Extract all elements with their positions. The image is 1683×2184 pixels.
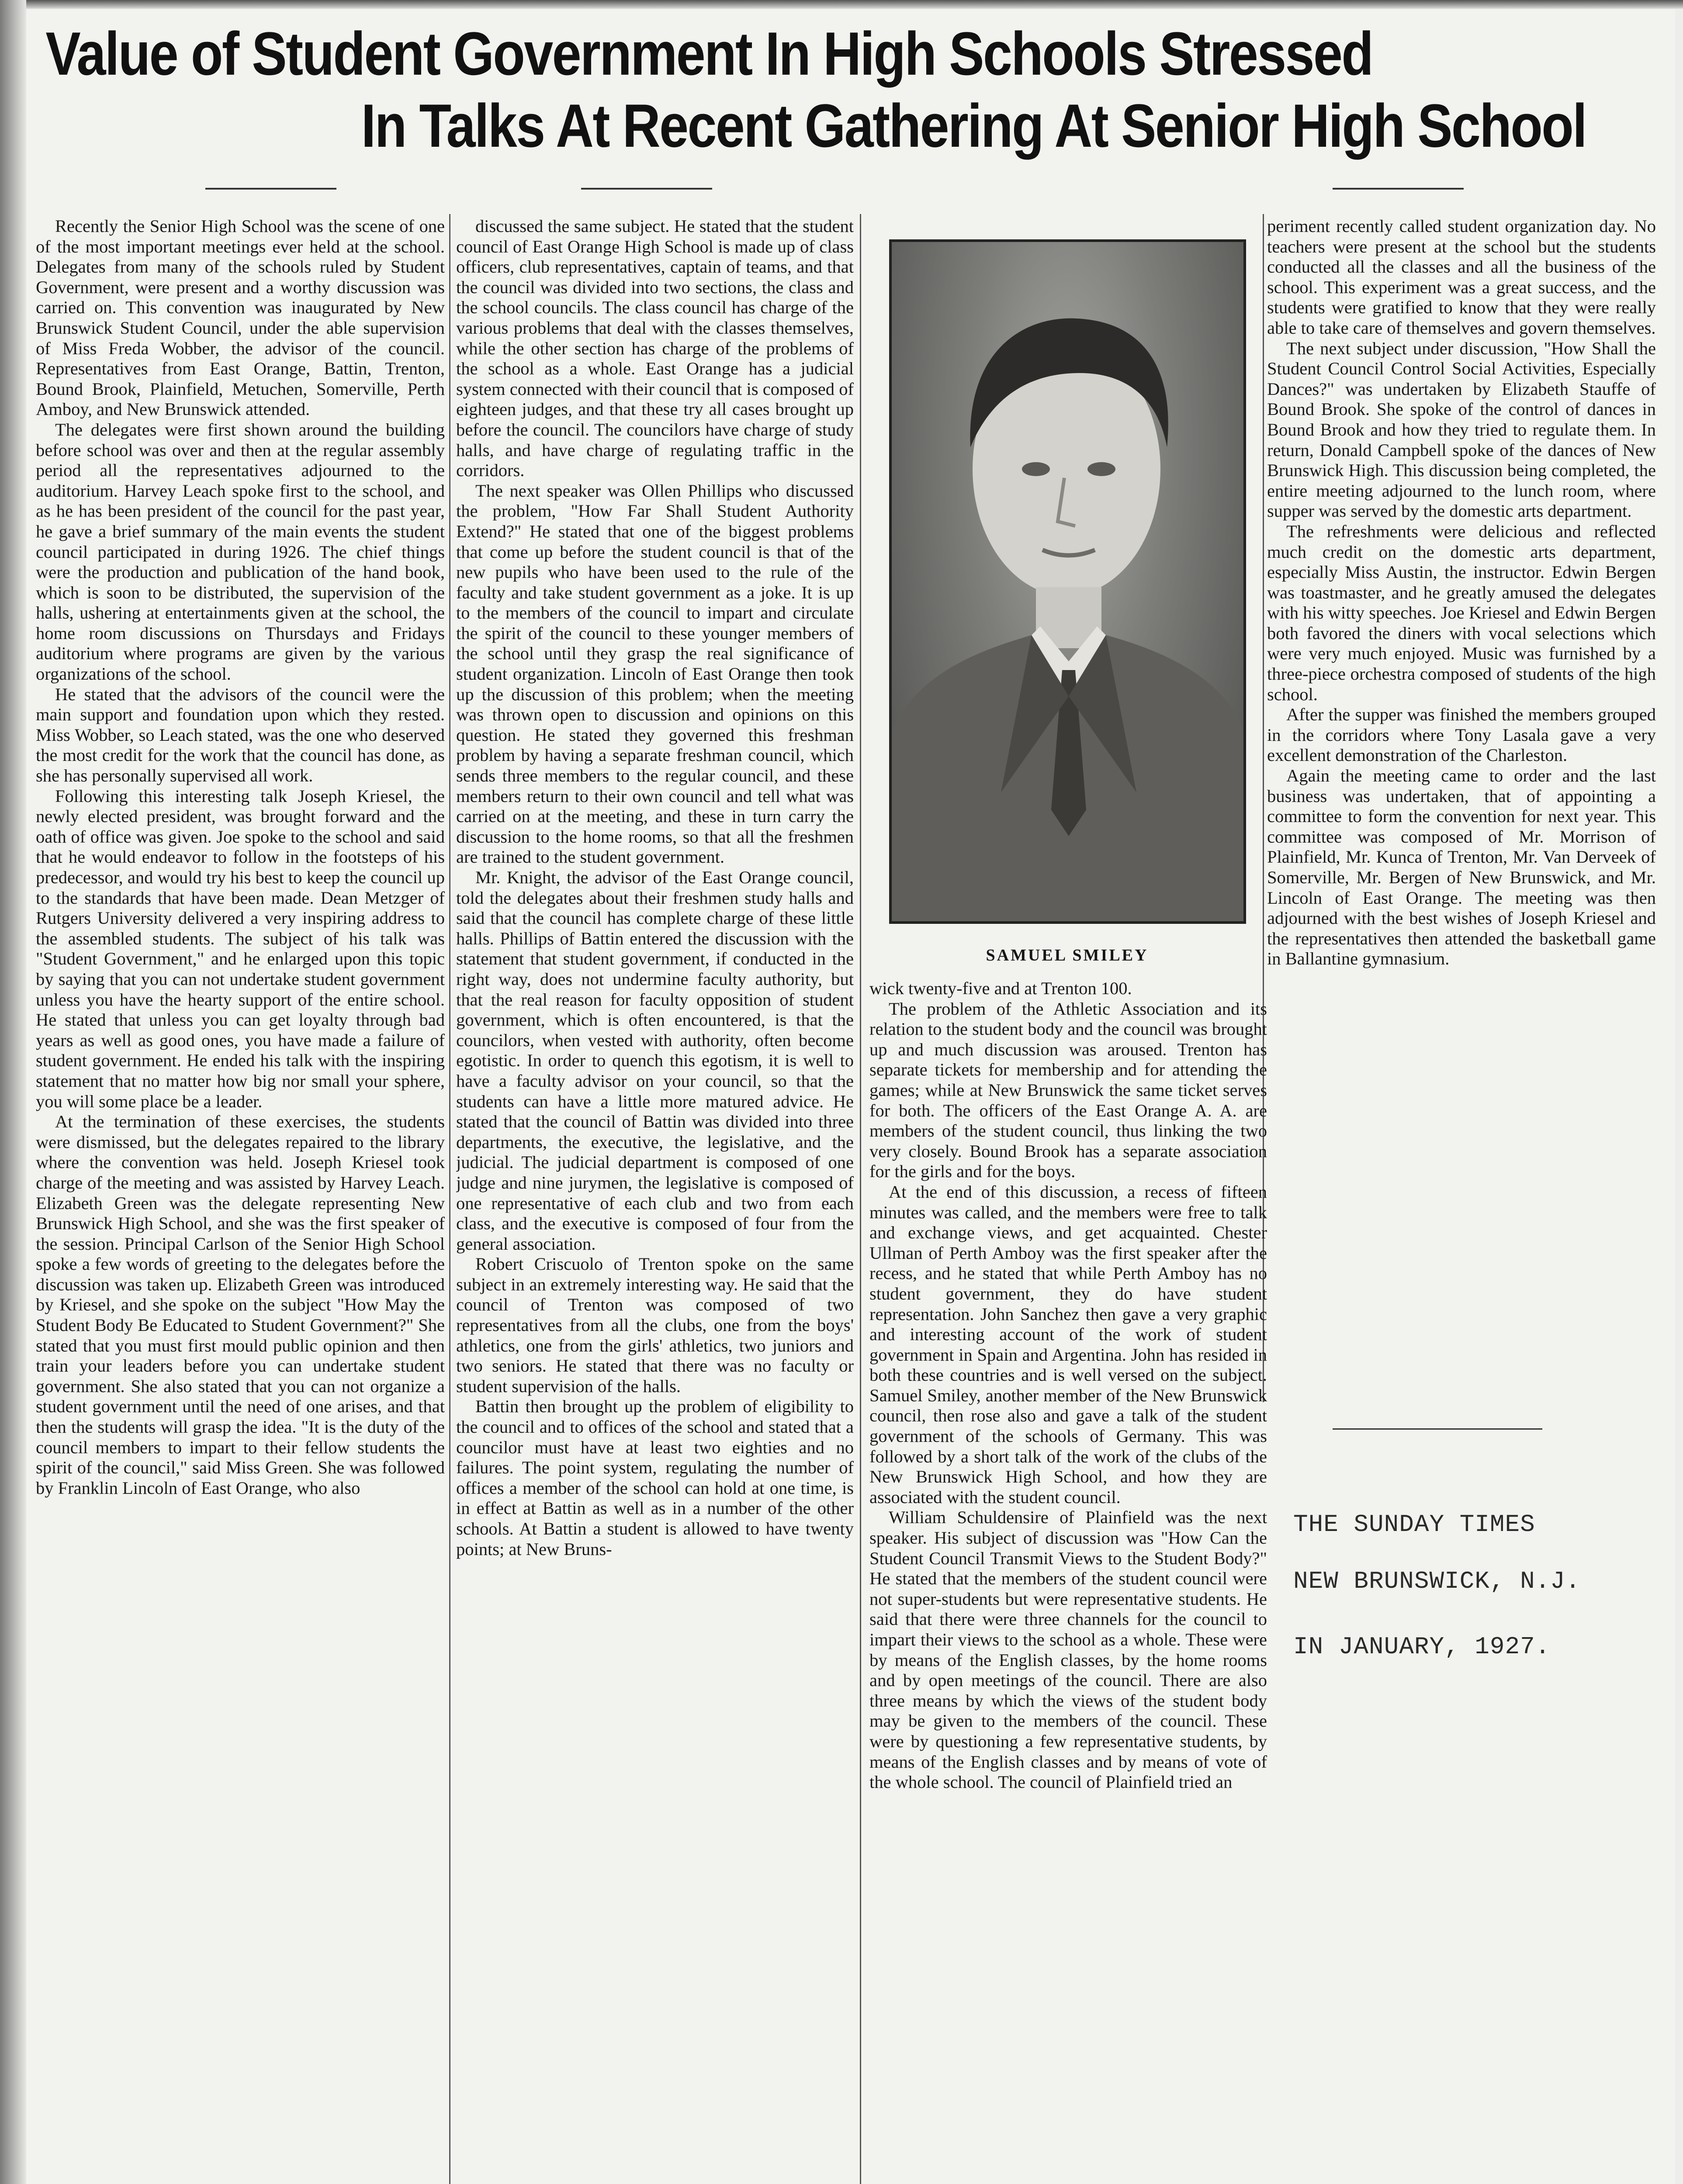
- source-note-line-3: IN JANUARY, 1927.: [1293, 1633, 1551, 1661]
- portrait-photo: [889, 239, 1246, 924]
- paragraph: discussed the same subject. He stated that the student council of East Orange High School is made up of class officers, club representatives, captain of teams, and that the council was divided into two sections, the class and the school councils. The class council has charge of the various problems that deal with the classes themselves, while the other section has charge of the problems of the school as a whole. East Orange has a judicial system connected with their council that is composed of eighteen judges, and that these try all cases brought up before the council. The councilors have charge of study halls, and have charge of regulating traffic in the corridors.: [456, 216, 854, 480]
- article-column-1: [36, 216, 445, 2184]
- headline: [31, 17, 1586, 162]
- headline-rule-center: [581, 188, 712, 190]
- paragraph: Following this interesting talk Joseph Kriesel, the newly elected president, was brought forward and the oath of office was given. Joe spoke to the school and said that he would endeavor to follow in the footsteps of his predecessor, and would try his best to keep the council up to the standards that have been made. Dean Metzger of Rutgers University delivered a very inspiring address to the assembled students. The subject of his talk was "Student Government," and he enlarged upon this topic by saying that you can not undertake student government unless you have the hearty support of the entire school. He stated that unless you can get loyalty through bad years as well as good ones, you have made a failure of student government. He ended his talk with the inspiring statement that no matter how big nor small your sphere, you will some place be a leader.: [36, 786, 445, 1111]
- paragraph: wick twenty-five and at Trenton 100.: [869, 978, 1132, 998]
- paragraph: At the termination of these exercises, the students were dismissed, but the delegates repaired to the library where the convention was held. Joseph Kriesel took charge of the meeting and was assisted by Harvey Leach. Elizabeth Green was the delegate representing New Brunswick High School, and she was the first speaker of the session. Principal Carlson of the Senior High School spoke a few words of greeting to the delegates before the discussion was taken up. Elizabeth Green was introduced by Kriesel, and she spoke on the subject "How May the Student Body Be Educated to Student Government?" She stated that you must first mould public opinion and then train your leaders before you can undertake student government. She also stated that you can not organize a student government until the need of one arises, and that then the students will grasp the idea. "It is the duty of the council members to impart to their fellow students the spirit of the council," said Miss Green. She was followed by Franklin Lincoln of East Orange, who also: [36, 1112, 445, 1498]
- paragraph: William Schuldensire of Plainfield was the next speaker. His subject of discussion was "How Can the Student Council Transmit Views to the Student Body?" He stated that the members of the student council were not super-students but were representative students. He said that there were three channels for the council to impart their views to the school as a whole. These were by means of the English classes, by the home rooms and by open meetings of the council. There are also three means by which the views of the student body may be given to the members of the council. These were by questioning a few representative students, by means of the English classes and by means of vote of the whole school. The council of Plainfield tried an: [869, 1507, 1267, 1792]
- article-column-3: [869, 978, 1267, 2184]
- source-note-line-2: NEW BRUNSWICK, N.J.: [1293, 1567, 1581, 1595]
- paragraph: Battin then brought up the problem of eligibility to the council and to offices of the school and stated that a councilor must have at least two eighties and no failures. The point system, regulating the number of offices a member of the school can hold at one time, is in effect at Battin as well as in a number of the other schools. At Battin a student is allowed to have twenty points; at New Bruns-: [456, 1396, 854, 1559]
- headline-line-1: Value of Student Government In High Schools Stressed: [45, 19, 1373, 88]
- column-divider-2: [860, 214, 861, 2184]
- paragraph: The delegates were first shown around the building before school was over and then at the regular assembly period all the representatives adjourned to the auditorium. Harvey Leach spoke first to the school, and as he has been president of the council for the past year, he gave a brief summary of the main events the student council participated in during 1926. The chief things were the production and publication of the hand book, which is soon to be distributed, the supervision of the halls, ushering at entertainments given at the school, the home room discussions on Thursdays and Fridays auditorium where programs are given by the various organizations of the school.: [36, 419, 445, 684]
- page-edge-top: [0, 0, 1683, 9]
- article-column-2: [456, 216, 854, 2184]
- paragraph: At the end of this discussion, a recess of fifteen minutes was called, and the members were free to talk and exchange views, and get acquainted. Chester Ullman of Perth Amboy was the first speaker after the recess, and he stated that while Perth Amboy has no student government, they do have student representation. John Sanchez then gave a very graphic and interesting account of the work of student government in Spain and Argentina. John has resided in both these countries and is well versed on the subject. Samuel Smiley, another member of the New Brunswick council, then rose also and gave a talk of the student government of the schools of Germany. This was followed by a short talk of the work of the clubs of the New Brunswick High School, and how they are associated with the student council.: [869, 1182, 1267, 1507]
- photo-caption: SAMUEL SMILEY: [986, 946, 1149, 964]
- paragraph: Mr. Knight, the advisor of the East Orange council, told the delegates about their freshmen study halls and said that the council has complete charge of these little halls. Phillips of Battin entered the discussion with the statement that student government, if conducted in the right way, does not undermine faculty authority, but that the real reason for faculty opposition of student government, which is often encountered, is that the councilors, when vested with authority, often become egotistic. In order to quench this egotism, it is well to have a faculty advisor on your council, so that the students can have a little more matured advice. He stated that the council of Battin was divided into three departments, the executive, the legislative, and the judicial. The judicial department is composed of one judge and nine jurymen, the legislative is composed of one representative of each club and two from each class, and the executive is composed of four from the general association.: [456, 867, 854, 1254]
- paragraph: The problem of the Athletic Association and its relation to the student body and the council was brought up and much discussion was aroused. Trenton has separate tickets for membership and for attending the games; while at New Brunswick the same ticket serves for both. The officers of the East Orange A. A. are members of the student council, thus linking the two very closely. Bound Brook has a separate association for the girls and for the boys.: [869, 999, 1267, 1182]
- page-edge-left: [0, 0, 26, 2184]
- paragraph: Robert Criscuolo of Trenton spoke on the same subject in an extremely interesting way. He said that the council of Trenton was composed of two representatives from all the clubs, one from the boys' athletics, one from the girls' athletics, two juniors and two seniors. He stated that there was no faculty or student supervision of the halls.: [456, 1254, 854, 1396]
- article-end-rule: [1333, 1428, 1542, 1430]
- paragraph: Recently the Senior High School was the scene of one of the most important meetings ever held at the school. Delegates from many of the schools ruled by Student Government, were present and a worthy discussion was carried on. This convention was inaugurated by New Brunswick Student Council, under the able supervision of Miss Freda Wobber, the advisor of the council. Representatives from East Orange, Battin, Trenton, Bound Brook, Plainfield, Metuchen, Somerville, Perth Amboy, and New Brunswick attended.: [36, 216, 445, 419]
- source-note-line-1: THE SUNDAY TIMES: [1293, 1510, 1535, 1538]
- column-divider-1: [449, 214, 450, 2184]
- paragraph: Again the meeting came to order and the last business was undertaken, that of appointing a committee to form the convention for next year. This committee was composed of Mr. Morrison of Plainfield, Mr. Kunca of Trenton, Mr. Van Derveek of Somerville, Mr. Bergen of New Brunswick, and Mr. Lincoln of East Orange. The meeting was then adjourned with the best wishes of Joseph Kriesel and the representatives then attended the basketball game in Ballantine gymnasium.: [1267, 766, 1656, 969]
- paragraph: The refreshments were delicious and reflected much credit on the domestic arts department, especially Miss Austin, the instructor. Edwin Bergen was toastmaster, and he greatly amused the delegates with his witty speeches. Joe Kriesel and Edwin Bergen both favored the diners with vocal selections which were very much enjoyed. Music was furnished by a three-piece orchestra composed of students of the high school.: [1267, 521, 1656, 704]
- article-column-4: [1267, 216, 1656, 1404]
- paragraph: The next subject under discussion, "How Shall the Student Council Control Social Activities, Especially Dances?" was undertaken by Elizabeth Stauffe of Bound Brook. She spoke of the control of dances in Bound Brook and how they tried to regulate them. In return, Donald Campbell spoke of the dances of New Brunswick High. This discussion being completed, the entire meeting adjourned to the lunch room, where supper was served by the domestic arts department.: [1267, 338, 1656, 521]
- paragraph: periment recently called student organization day. No teachers were present at the school but the students conducted all the classes and all the business of the school. This experiment was a great success, and the students were gratified to know that they were really able to take care of themselves and govern themselves.: [1267, 216, 1656, 338]
- headline-line-2: In Talks At Recent Gathering At Senior High School: [361, 91, 1586, 160]
- paragraph: After the supper was finished the members grouped in the corridors where Tony Lasala gave a very excellent demonstration of the Charleston.: [1267, 705, 1656, 765]
- headline-rule-left: [205, 188, 336, 190]
- portrait-figure-icon: [892, 242, 1243, 921]
- paragraph: He stated that the advisors of the council were the main support and foundation upon which they rested. Miss Wobber, so Leach stated, was the one who deserved the most credit for the work that the council has done, as she has personally supervised all work.: [36, 684, 445, 786]
- headline-rule-right: [1333, 188, 1464, 190]
- paragraph: The next speaker was Ollen Phillips who discussed the problem, "How Far Shall Student Authority Extend?" He stated that one of the biggest problems that come up before the student council is that of the new pupils who have been used to the rule of the faculty and take student government as a joke. It is up to the members of the council to impart and circulate the spirit of the council to these younger members of the school until they grasp the real significance of student organization. Lincoln of East Orange then took up the discussion of this problem; when the meeting was thrown open to discussion and opinions on this question. He stated they governed this freshman problem by having a separate freshman council, which sends three members to the regular council, and these members return to their own council and tell what was carried on at the meeting, and these in turn carry the discussion to the home rooms, so that all the freshmen are trained to the student government.: [456, 480, 854, 867]
